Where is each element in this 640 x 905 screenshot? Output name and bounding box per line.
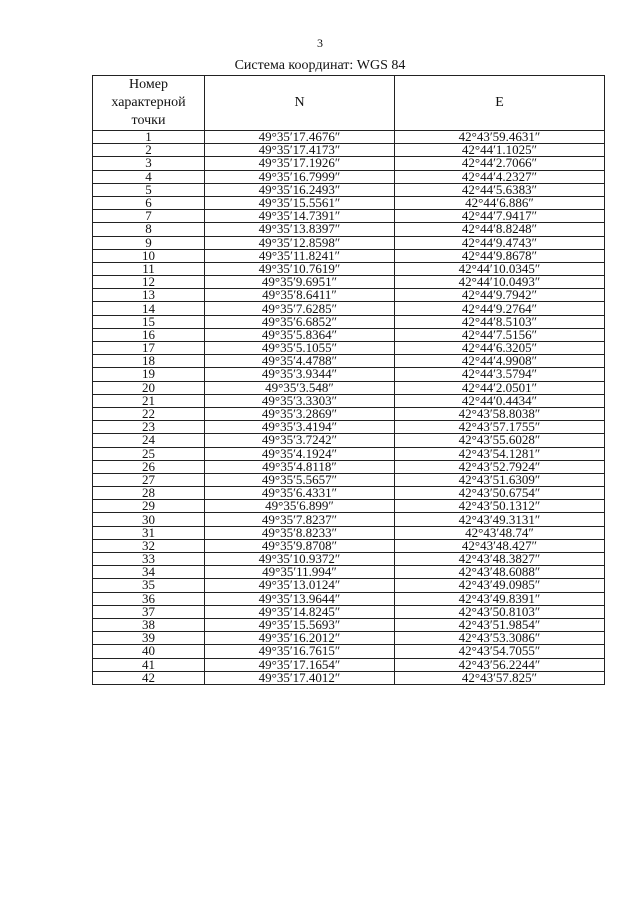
cell-north: 49°35′17.1926″ [205,157,395,170]
cell-north: 49°35′4.8118″ [205,460,395,473]
cell-north: 49°35′14.8245″ [205,605,395,618]
table-body [93,131,605,685]
cell-east: 42°44′3.5794″ [395,368,605,381]
table-row [93,262,605,275]
cell-north: 49°35′6.6852″ [205,315,395,328]
table-row [93,302,605,315]
table-row [93,513,605,526]
cell-north: 49°35′7.6285″ [205,302,395,315]
cell-point-number: 1 [93,131,205,144]
cell-east: 42°43′53.3086″ [395,632,605,645]
cell-east: 42°44′2.0501″ [395,381,605,394]
cell-east: 42°43′50.8103″ [395,605,605,618]
table-row [93,157,605,170]
cell-north: 49°35′3.7242″ [205,434,395,447]
cell-point-number: 30 [93,513,205,526]
cell-east: 42°43′48.6088″ [395,566,605,579]
cell-point-number: 11 [93,262,205,275]
cell-east: 42°44′9.2764″ [395,302,605,315]
cell-east: 42°44′9.4743″ [395,236,605,249]
cell-north: 49°35′15.5693″ [205,618,395,631]
table-row [93,196,605,209]
table-row [93,249,605,262]
table-row [93,605,605,618]
coordinate-system-caption: Система координат: WGS 84 [234,58,406,73]
cell-east: 42°43′56.2244″ [395,658,605,671]
table-row [93,342,605,355]
cell-point-number: 24 [93,434,205,447]
cell-north: 49°35′12.8598″ [205,236,395,249]
cell-north: 49°35′17.4676″ [205,131,395,144]
table-row [93,447,605,460]
table-row [93,394,605,407]
cell-east: 42°43′51.9854″ [395,618,605,631]
cell-east: 42°43′55.6028″ [395,434,605,447]
table-row [93,183,605,196]
cell-east: 42°44′7.9417″ [395,210,605,223]
cell-point-number: 18 [93,355,205,368]
cell-north: 49°35′5.1055″ [205,342,395,355]
cell-north: 49°35′17.4012″ [205,671,395,684]
cell-north: 49°35′6.899″ [205,500,395,513]
table-row [93,407,605,420]
cell-point-number: 14 [93,302,205,315]
cell-north: 49°35′3.548″ [205,381,395,394]
cell-point-number: 35 [93,579,205,592]
cell-point-number: 37 [93,605,205,618]
header-east: E [395,76,605,131]
table-row [93,236,605,249]
cell-north: 49°35′11.8241″ [205,249,395,262]
cell-east: 42°44′4.2327″ [395,170,605,183]
cell-point-number: 23 [93,421,205,434]
cell-north: 49°35′10.9372″ [205,553,395,566]
cell-east: 42°43′49.3131″ [395,513,605,526]
cell-north: 49°35′17.4173″ [205,144,395,157]
table-row [93,276,605,289]
cell-point-number: 7 [93,210,205,223]
cell-east: 42°44′9.8678″ [395,249,605,262]
cell-north: 49°35′9.6951″ [205,276,395,289]
cell-north: 49°35′6.4331″ [205,487,395,500]
cell-point-number: 2 [93,144,205,157]
cell-east: 42°43′58.8038″ [395,407,605,420]
table-row [93,671,605,684]
cell-point-number: 40 [93,645,205,658]
cell-point-number: 36 [93,592,205,605]
cell-east: 42°43′51.6309″ [395,473,605,486]
cell-east: 42°44′5.6383″ [395,183,605,196]
table-row [93,381,605,394]
cell-east: 42°44′8.5103″ [395,315,605,328]
cell-point-number: 25 [93,447,205,460]
cell-east: 42°43′54.7055″ [395,645,605,658]
cell-north: 49°35′16.2012″ [205,632,395,645]
cell-east: 42°43′57.1755″ [395,421,605,434]
table-row [93,328,605,341]
cell-east: 42°44′6.886″ [395,196,605,209]
table-row [93,500,605,513]
cell-east: 42°43′48.3827″ [395,553,605,566]
cell-point-number: 28 [93,487,205,500]
table-row [93,131,605,144]
cell-north: 49°35′8.6411″ [205,289,395,302]
table-row [93,460,605,473]
table-row [93,473,605,486]
cell-point-number: 34 [93,566,205,579]
cell-east: 42°44′9.7942″ [395,289,605,302]
cell-point-number: 16 [93,328,205,341]
header-point-number: Номер характерной точки [93,76,205,131]
table-row [93,487,605,500]
cell-east: 42°43′48.74″ [395,526,605,539]
cell-point-number: 42 [93,671,205,684]
table-header-row [93,76,605,131]
cell-east: 42°43′54.1281″ [395,447,605,460]
cell-point-number: 6 [93,196,205,209]
cell-point-number: 4 [93,170,205,183]
table-row [93,539,605,552]
cell-east: 42°43′48.427″ [395,539,605,552]
table-row [93,579,605,592]
cell-point-number: 38 [93,618,205,631]
cell-point-number: 17 [93,342,205,355]
cell-north: 49°35′16.7999″ [205,170,395,183]
cell-east: 42°44′10.0345″ [395,262,605,275]
table-row [93,289,605,302]
table-row [93,170,605,183]
table-row [93,658,605,671]
cell-north: 49°35′7.8237″ [205,513,395,526]
cell-point-number: 13 [93,289,205,302]
cell-north: 49°35′3.9344″ [205,368,395,381]
cell-east: 42°44′7.5156″ [395,328,605,341]
cell-point-number: 31 [93,526,205,539]
cell-east: 42°43′50.1312″ [395,500,605,513]
cell-point-number: 22 [93,407,205,420]
cell-north: 49°35′4.4788″ [205,355,395,368]
cell-point-number: 39 [93,632,205,645]
cell-north: 49°35′9.8708″ [205,539,395,552]
cell-north: 49°35′13.9644″ [205,592,395,605]
cell-north: 49°35′3.2869″ [205,407,395,420]
page-number: 3 [317,36,323,50]
cell-east: 42°44′10.0493″ [395,276,605,289]
cell-point-number: 15 [93,315,205,328]
cell-east: 42°43′50.6754″ [395,487,605,500]
cell-north: 49°35′16.2493″ [205,183,395,196]
cell-east: 42°43′49.0985″ [395,579,605,592]
table-row [93,434,605,447]
cell-point-number: 20 [93,381,205,394]
table-row [93,632,605,645]
cell-point-number: 9 [93,236,205,249]
cell-east: 42°44′6.3205″ [395,342,605,355]
cell-point-number: 3 [93,157,205,170]
cell-point-number: 33 [93,553,205,566]
table-row [93,210,605,223]
cell-east: 42°43′59.4631″ [395,131,605,144]
cell-north: 49°35′4.1924″ [205,447,395,460]
cell-east: 42°43′57.825″ [395,671,605,684]
table-row [93,421,605,434]
table-header [93,76,605,131]
cell-point-number: 27 [93,473,205,486]
coordinates-table [92,75,605,685]
cell-point-number: 8 [93,223,205,236]
cell-north: 49°35′3.3303″ [205,394,395,407]
cell-east: 42°43′52.7924″ [395,460,605,473]
cell-north: 49°35′10.7619″ [205,262,395,275]
cell-north: 49°35′17.1654″ [205,658,395,671]
cell-north: 49°35′11.994″ [205,566,395,579]
header-north: N [205,76,395,131]
table-row [93,592,605,605]
cell-east: 42°44′4.9908″ [395,355,605,368]
table-row [93,355,605,368]
cell-north: 49°35′5.8364″ [205,328,395,341]
cell-north: 49°35′3.4194″ [205,421,395,434]
cell-north: 49°35′16.7615″ [205,645,395,658]
table-row [93,144,605,157]
cell-point-number: 5 [93,183,205,196]
cell-east: 42°44′0.4434″ [395,394,605,407]
cell-north: 49°35′14.7391″ [205,210,395,223]
cell-east: 42°44′2.7066″ [395,157,605,170]
table-row [93,223,605,236]
cell-point-number: 12 [93,276,205,289]
cell-point-number: 29 [93,500,205,513]
table-row [93,368,605,381]
cell-north: 49°35′13.8397″ [205,223,395,236]
cell-point-number: 26 [93,460,205,473]
cell-point-number: 19 [93,368,205,381]
cell-north: 49°35′8.8233″ [205,526,395,539]
cell-point-number: 21 [93,394,205,407]
cell-north: 49°35′13.0124″ [205,579,395,592]
table-row [93,315,605,328]
cell-north: 49°35′5.5657″ [205,473,395,486]
cell-east: 42°44′1.1025″ [395,144,605,157]
cell-east: 42°43′49.8391″ [395,592,605,605]
table-row [93,618,605,631]
table-row [93,553,605,566]
table-row [93,645,605,658]
cell-point-number: 32 [93,539,205,552]
table-row [93,566,605,579]
cell-north: 49°35′15.5561″ [205,196,395,209]
cell-east: 42°44′8.8248″ [395,223,605,236]
table-row [93,526,605,539]
cell-point-number: 41 [93,658,205,671]
cell-point-number: 10 [93,249,205,262]
